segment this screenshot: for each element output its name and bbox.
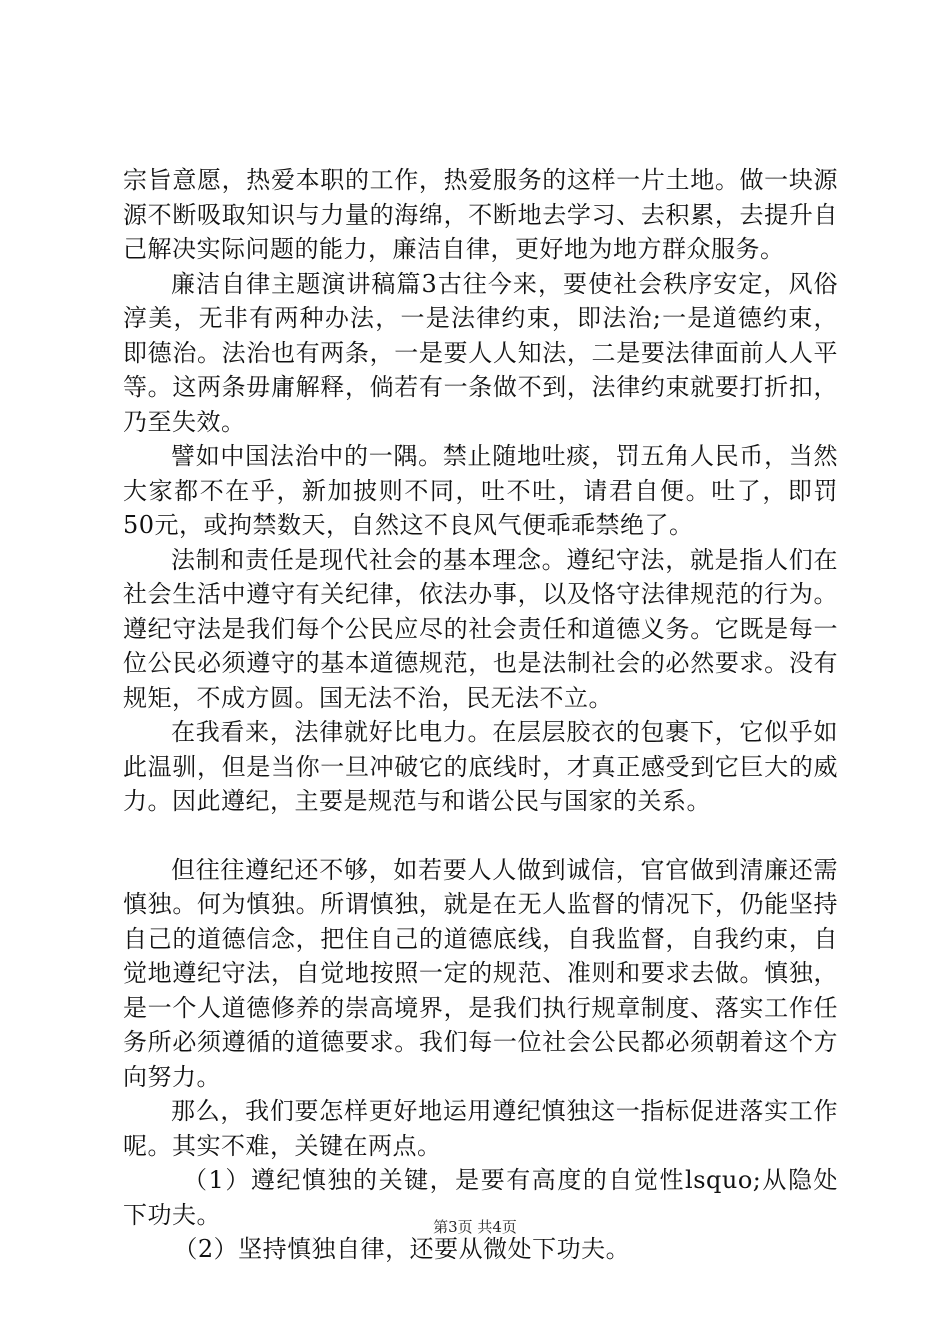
paragraph-law-electricity: 在我看来，法律就好比电力。在层层胶衣的包裹下，它似乎如此温驯，但是当你一旦冲破它的底线时，才真正感受到它巨大的威力。因此遵纪，主要是规范与和谐公民与国家的关系。 xyxy=(123,718,838,815)
paragraph-speech-title-intro: 廉洁自律主题演讲稿篇3古往今来，要使社会秩序安定，风俗淳美，无非有两种办法，一是法律约束，即法治;一是道德约束，即德治。法治也有两条，一是要人人知法，二是要法律面前人人平等。这两条毋庸解释，倘若有一条做不到，法律约束就要打折扣，乃至失效。 xyxy=(123,269,838,436)
paragraph-law-responsibility: 法制和责任是现代社会的基本理念。遵纪守法，就是指人们在社会生活中遵守有关纪律，依法办事，以及恪守法律规范的行为。遵纪守法是我们每个公民应尽的社会责任和道德义务。它既是每一位公民必须遵守的基本道德规范，也是法制社会的必然要求。没有规矩，不成方圆。国无法不治，民无法不立。 xyxy=(123,545,838,712)
page-footer: 第3页 共4页 xyxy=(433,1218,517,1236)
paragraph-example: 譬如中国法治中的一隅。禁止随地吐痰，罚五角人民币，当然大家都不在乎，新加披则不同，吐不吐，请君自便。吐了，即罚50元，或拘禁数天，自然这不良风气便乖乖禁绝了。 xyxy=(123,442,838,539)
list-item-2: （2）坚持慎独自律，还要从微处下功夫。 xyxy=(173,1235,631,1263)
paragraph-self-discipline: 但往往遵纪还不够，如若要人人做到诚信，官官做到清廉还需慎独。何为慎独。所谓慎独，就是在无人监督的情况下，仍能坚持自己的道德信念，把住自己的道德底线，自我监督，自我约束，自觉地遵纪守法，自觉地按照一定的规范、准则和要求去做。慎独，是一个人道德修养的崇高境界，是我们执行规章制度、落实工作任务所必须遵循的道德要求。我们每一位社会公民都必须朝着这个方向努力。 xyxy=(123,855,838,1091)
paragraph-continuation: 宗旨意愿，热爱本职的工作，热爱服务的这样一片土地。做一块源源不断吸取知识与力量的海绵，不断地去学习、去积累，去提升自己解决实际问题的能力，廉洁自律，更好地为地方群众服务。 xyxy=(123,166,838,263)
document-body xyxy=(123,163,838,1267)
list-item-1: （1）遵纪慎独的关键，是要有高度的自觉性lsquo;从隐处下功夫。 xyxy=(123,1166,838,1229)
paragraph-how-to: 那么，我们要怎样更好地运用遵纪慎独这一指标促进落实工作呢。其实不难，关键在两点。 xyxy=(123,1097,838,1160)
